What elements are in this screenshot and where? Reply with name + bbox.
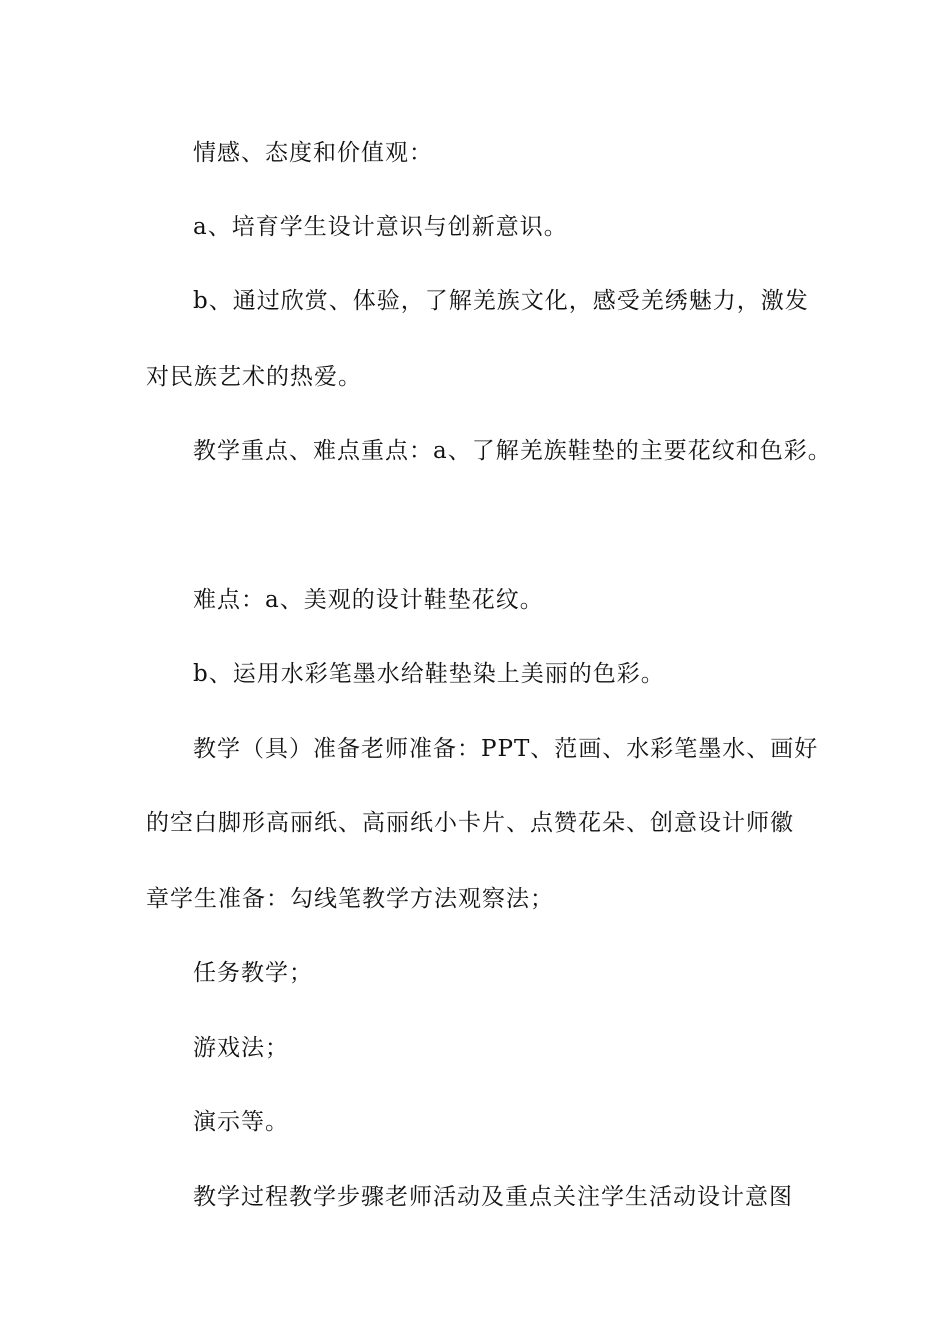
text-line-key-points: 教学重点、难点重点：a、了解羌族鞋垫的主要花纹和色彩。 xyxy=(193,438,832,464)
text-line-preparation-cont: 的空白脚形高丽纸、高丽纸小卡片、点赞花朵、创意设计师徽 xyxy=(146,810,794,836)
text-line-preparation: 教学（具）准备老师准备：PPT、范画、水彩笔墨水、画好 xyxy=(193,736,819,762)
text-line-method-game: 游戏法； xyxy=(193,1035,289,1061)
text-line-student-preparation: 章学生准备：勾线笔教学方法观察法； xyxy=(146,886,554,912)
text-line-difficulty-b: b、运用水彩笔墨水给鞋垫染上美丽的色彩。 xyxy=(193,661,665,687)
text-line-difficulty-a: 难点：a、美观的设计鞋垫花纹。 xyxy=(193,587,544,613)
text-line-method-demo: 演示等。 xyxy=(193,1109,289,1135)
text-line-goal-b: b、通过欣赏、体验，了解羌族文化，感受羌绣魅力，激发 xyxy=(193,288,809,314)
text-line-goal-a: a、培育学生设计意识与创新意识。 xyxy=(193,214,568,240)
text-line-process-heading: 教学过程教学步骤老师活动及重点关注学生活动设计意图 xyxy=(193,1184,793,1210)
text-line-method-task: 任务教学； xyxy=(193,960,313,986)
text-line-heading-emotion: 情感、态度和价值观： xyxy=(193,140,433,166)
text-line-goal-b-cont: 对民族艺术的热爱。 xyxy=(146,364,362,390)
